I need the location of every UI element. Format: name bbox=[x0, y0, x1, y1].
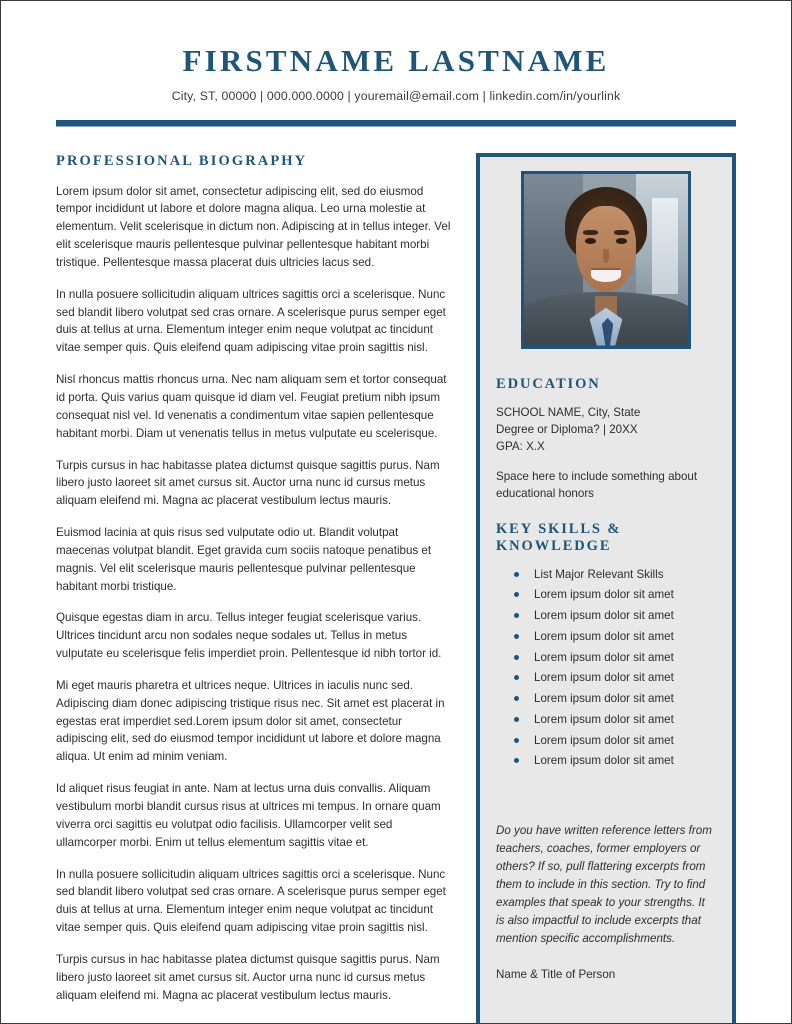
photo-smile bbox=[591, 268, 621, 282]
list-item: Lorem ipsum dolor sit amet bbox=[500, 690, 716, 707]
biography-paragraph: Quisque egestas diam in arcu. Tellus integer feugiat scelerisque varius. Ultrices tincidunt arcu non sodales neque sodales ut. Tellus in metus vulputate eu scelerisque felis imperdiet proin. Pellentesque id nibh tortor id. bbox=[56, 611, 442, 661]
list-item: Lorem ipsum dolor sit amet bbox=[500, 586, 716, 603]
photo-eyebrow-left bbox=[583, 230, 598, 234]
avatar bbox=[521, 171, 691, 349]
spacer bbox=[496, 788, 716, 822]
list-item: Lorem ipsum dolor sit amet bbox=[500, 649, 716, 666]
education-section bbox=[496, 376, 716, 503]
testimonial-attribution: Name & Title of Person bbox=[496, 968, 616, 982]
testimonial-section bbox=[496, 822, 716, 984]
biography-paragraph: Lorem ipsum dolor sit amet, consectetur adipiscing elit, sed do eiusmod tempor incididunt ut labore et dolore magna aliqua. Leo urna molestie at elementum. Velit scelerisque in dictum non. Adipiscing at in tellus integer. Vel elit scelerisque mauris pellentesque pulvinar pellentesque habitant morbi tristique. Pellentesque massa placerat duis ultricies lacus sed. bbox=[56, 184, 451, 269]
sidebar-panel bbox=[476, 153, 736, 1024]
biography-paragraph: In nulla posuere sollicitudin aliquam ultrices sagittis orci a scelerisque. Nunc sed blandit libero volutpat sed cras ornare. A scelerisque purus semper eget duis at tellus at urna. Elementum integer enim neque volutpat ac tincidunt vitae semper quis. Quis eleifend quam adipiscing vitae proin sagittis nisl. bbox=[56, 287, 446, 355]
sidebar-column bbox=[476, 153, 736, 1024]
biography-paragraph: Turpis cursus in hac habitasse platea dictumst quisque sagittis purus. Nam libero justo laoreet sit amet cursus sit. Auctor urna nunc id cursus metus aliquam eleifend mi. Magna ac placerat vestibulum lectus mauris. bbox=[56, 952, 440, 1002]
skills-section bbox=[496, 521, 716, 770]
list-item: Lorem ipsum dolor sit amet bbox=[500, 628, 716, 645]
contact-line: City, ST, 00000 | 000.000.0000 | youremail@email.com | linkedin.com/in/yourlink bbox=[171, 88, 621, 103]
photo-background-window bbox=[652, 198, 678, 294]
list-item: Lorem ipsum dolor sit amet bbox=[500, 669, 716, 686]
photo-eye-left bbox=[585, 238, 596, 244]
photo-eye-right bbox=[616, 238, 627, 244]
biography-paragraph: Turpis cursus in hac habitasse platea dictumst quisque sagittis purus. Nam libero justo laoreet sit amet cursus sit. Auctor urna nunc id cursus metus aliquam eleifend mi. Magna ac placerat vestibulum lectus mauris. bbox=[56, 458, 440, 508]
education-honors: Space here to include something about educational honors bbox=[496, 469, 698, 501]
education-school: SCHOOL NAME, City, State bbox=[496, 405, 641, 419]
skills-list bbox=[496, 566, 716, 770]
resume-header bbox=[1, 1, 791, 127]
education-degree: Degree or Diploma? | 20XX bbox=[496, 422, 638, 436]
biography-paragraph: Euismod lacinia at quis risus sed vulputate odio ut. Blandit volutpat maecenas volutpat blandit. Eget gravida cum sociis natoque penatibus et magnis. Vel elit scelerisque mauris pellentesque pulvinar pellentesque habitant morbi tristique. bbox=[56, 526, 432, 593]
biography-paragraph: In nulla posuere sollicitudin aliquam ultrices sagittis orci a scelerisque. Nunc sed blandit libero volutpat sed cras ornare. A scelerisque purus semper eget duis at tellus at urna. Elementum integer enim neque volutpat ac tincidunt vitae semper quis. Quis eleifend quam adipiscing vitae proin sagittis nisl. bbox=[56, 867, 446, 935]
biography-paragraph: Id aliquet risus feugiat in ante. Nam at lectus urna duis convallis. Aliquam vestibulum morbi blandit cursus risus at ultrices mi tempus. In ornare quam viverra orci sagittis eu volutpat odio facilisis. Ullamcorper velit sed ullamcorper morbi. Enim ut tellus elementum sagittis vitae et. bbox=[56, 782, 441, 849]
section-title-skills: KEY SKILLS & KNOWLEDGE bbox=[496, 520, 622, 554]
header-divider bbox=[56, 120, 736, 127]
list-item: List Major Relevant Skills bbox=[500, 566, 716, 583]
testimonial-text: Do you have written reference letters from teachers, coaches, former employers or others? If so, pull flattering excerpts from them to include in this section. Try to find examples that speak to your strengths. It is also impactful to include excerpts that mention specific accomplishments. bbox=[496, 823, 712, 946]
content-columns bbox=[1, 127, 791, 1024]
list-item: Lorem ipsum dolor sit amet bbox=[500, 732, 716, 749]
page-title: FIRSTNAME LASTNAME bbox=[182, 43, 610, 78]
biography-paragraph: Nisl rhoncus mattis rhoncus urna. Nec nam aliquam sem et tortor consequat id porta. Quis varius quam quisque id diam vel. Feugiat pretium nibh ipsum consequat nisl vel. Id venenatis a condimentum vitae sapien pellentesque habitant morbi. Diam ut venenatis tellus in metus vulputate eu scelerisque. bbox=[56, 373, 447, 440]
section-title-education: EDUCATION bbox=[496, 375, 601, 392]
main-column bbox=[56, 153, 476, 1019]
biography-paragraph: Mi eget mauris pharetra et ultrices neque. Ultrices in iaculis nunc sed. Adipiscing diam donec adipiscing tristique risus nec. Sit amet est placerat in egestas erat imperdiet sed.Lorem ipsum dolor sit amet, consectetur adipiscing elit, sed do eiusmod tempor incididunt ut labore et dolore magna aliqua. Ut enim ad minim veniam. bbox=[56, 678, 445, 764]
photo-eyebrow-right bbox=[614, 230, 629, 234]
photo-container bbox=[496, 171, 716, 354]
list-item: Lorem ipsum dolor sit amet bbox=[500, 607, 716, 624]
education-gpa: GPA: X.X bbox=[496, 440, 545, 454]
list-item: Lorem ipsum dolor sit amet bbox=[500, 752, 716, 769]
section-title-biography: PROFESSIONAL BIOGRAPHY bbox=[56, 152, 308, 169]
list-item: Lorem ipsum dolor sit amet bbox=[500, 711, 716, 728]
